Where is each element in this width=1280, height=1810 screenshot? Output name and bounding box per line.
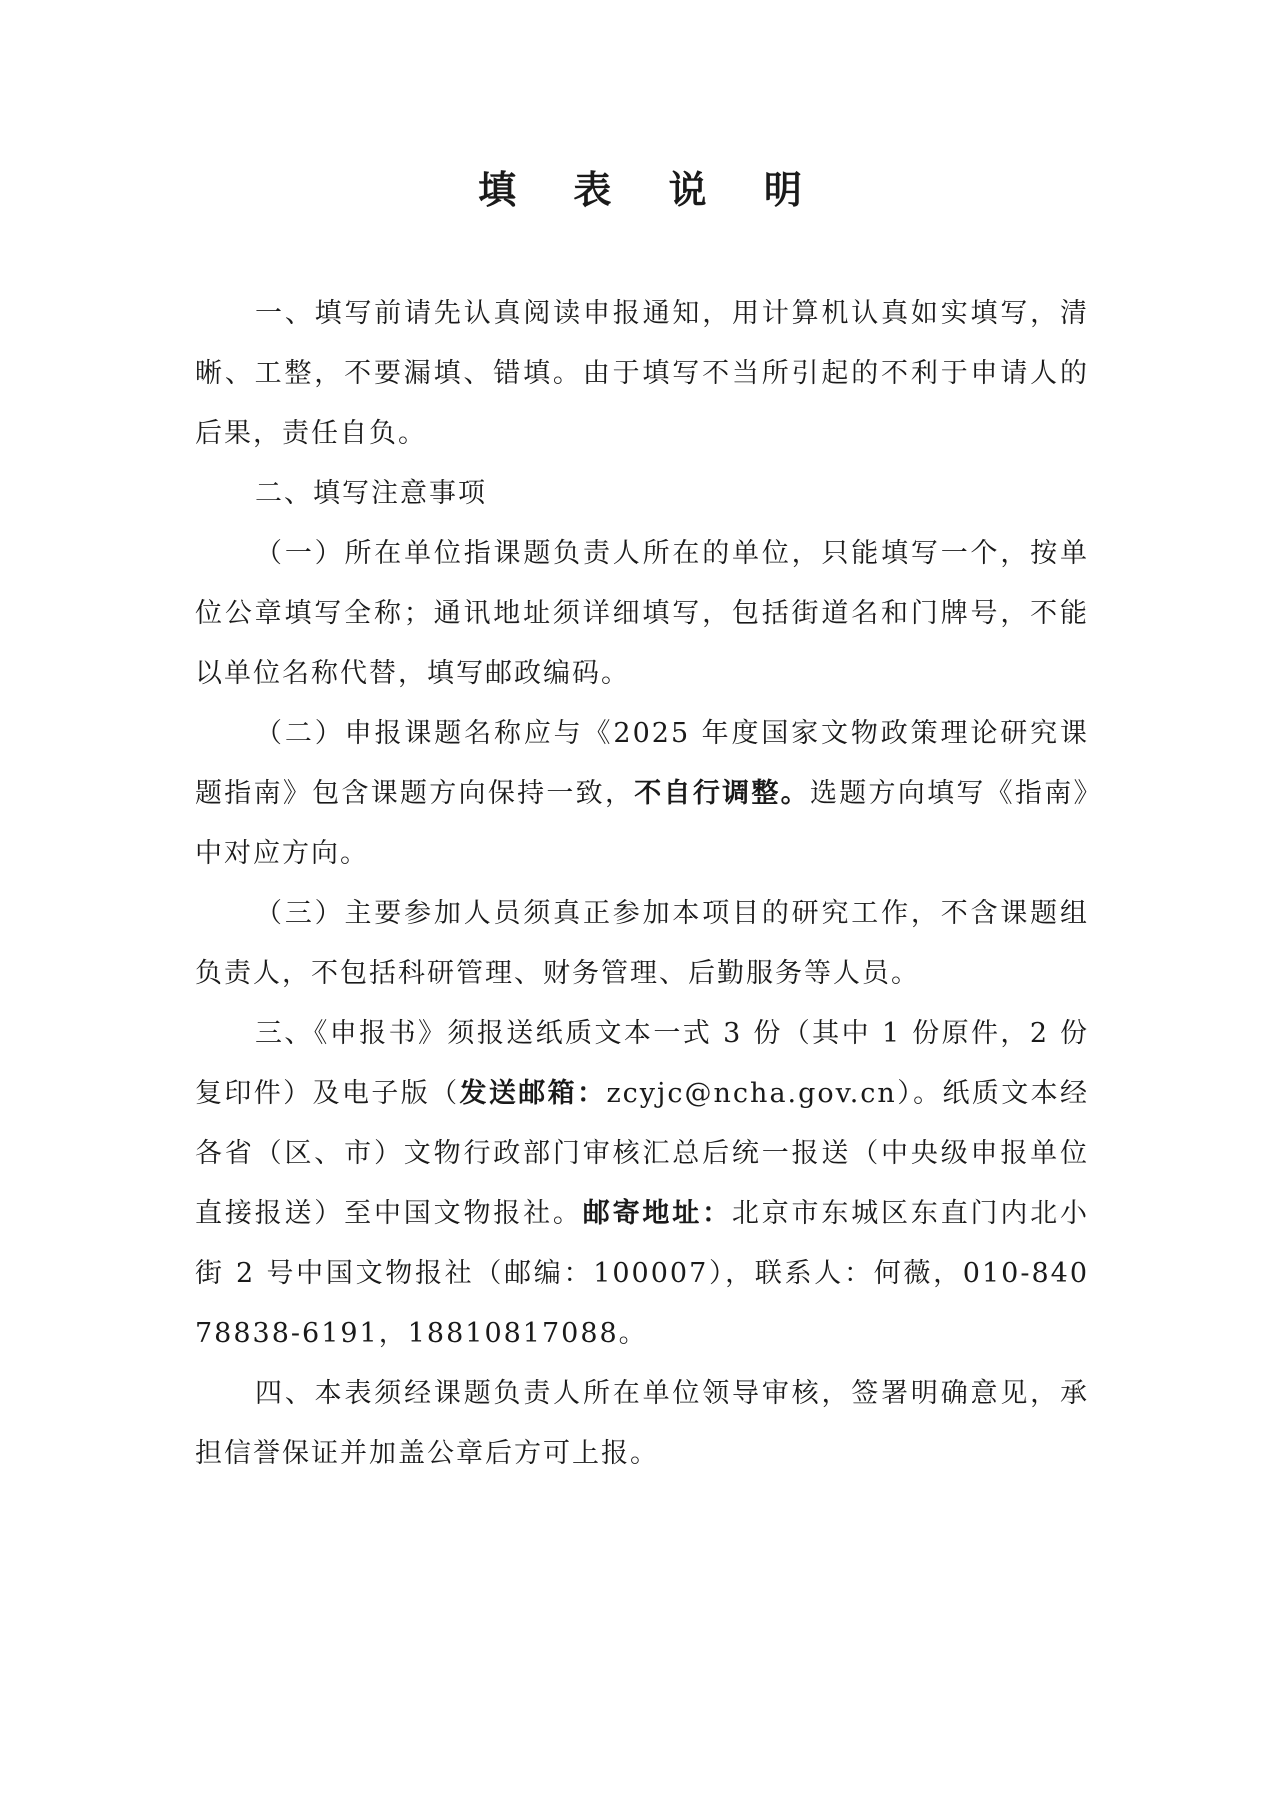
paragraph-3-text-c: zcyjc@ncha.gov.cn）。纸质文本经各省（区、市）文物行政部门审核汇总后统一报送（中央级申报单位直接报送）至中国文物报社。 bbox=[195, 1078, 1090, 1229]
paragraph-2-2-emphasis: 不自行调整。 bbox=[634, 778, 810, 809]
document-body bbox=[195, 284, 1089, 1484]
email-label: 发送邮箱： bbox=[459, 1078, 607, 1109]
paragraph-2-heading: 二、填写注意事项 bbox=[255, 478, 487, 509]
paragraph-3-text-e: 北京市东城区东直门内北小街 2 号中国文物报社（邮编：100007），联系人：何薇，010-84078838-6191，18810817088。 bbox=[195, 1198, 1090, 1349]
paragraph-3-text-a: 三、《申报书》须报送纸质文本一式 3 份（其中 1 份原件，2 份复印件）及电子版（ bbox=[195, 1018, 1089, 1109]
paragraph-2-2 bbox=[195, 704, 1089, 884]
paragraph-2-1: （一）所在单位指课题负责人所在的单位，只能填写一个，按单位公章填写全称；通讯地址须详细填写，包括街道名和门牌号，不能以单位名称代替，填写邮政编码。 bbox=[195, 538, 1089, 689]
paragraph-2-2-text-a: （二）申报课题名称应与《2025 年度国家文物政策理论研究课题指南》包含课题方向保持一致， bbox=[195, 718, 1089, 809]
paragraph-1: 一、填写前请先认真阅读申报通知，用计算机认真如实填写，清晰、工整，不要漏填、错填。由于填写不当所引起的不利于申请人的后果，责任自负。 bbox=[195, 298, 1089, 449]
mailing-address-label: 邮寄地址： bbox=[582, 1198, 732, 1229]
page-title: 填 表 说 明 bbox=[478, 168, 824, 212]
paragraph-2-2-text-c: 选题方向填写《指南》中对应方向。 bbox=[195, 778, 1090, 869]
paragraph-3 bbox=[195, 1004, 1089, 1364]
paragraph-4: 四、本表须经课题负责人所在单位领导审核，签署明确意见，承担信誉保证并加盖公章后方可上报。 bbox=[195, 1378, 1089, 1469]
paragraph-2-3: （三）主要参加人员须真正参加本项目的研究工作，不含课题组负责人，不包括科研管理、财务管理、后勤服务等人员。 bbox=[195, 898, 1089, 989]
